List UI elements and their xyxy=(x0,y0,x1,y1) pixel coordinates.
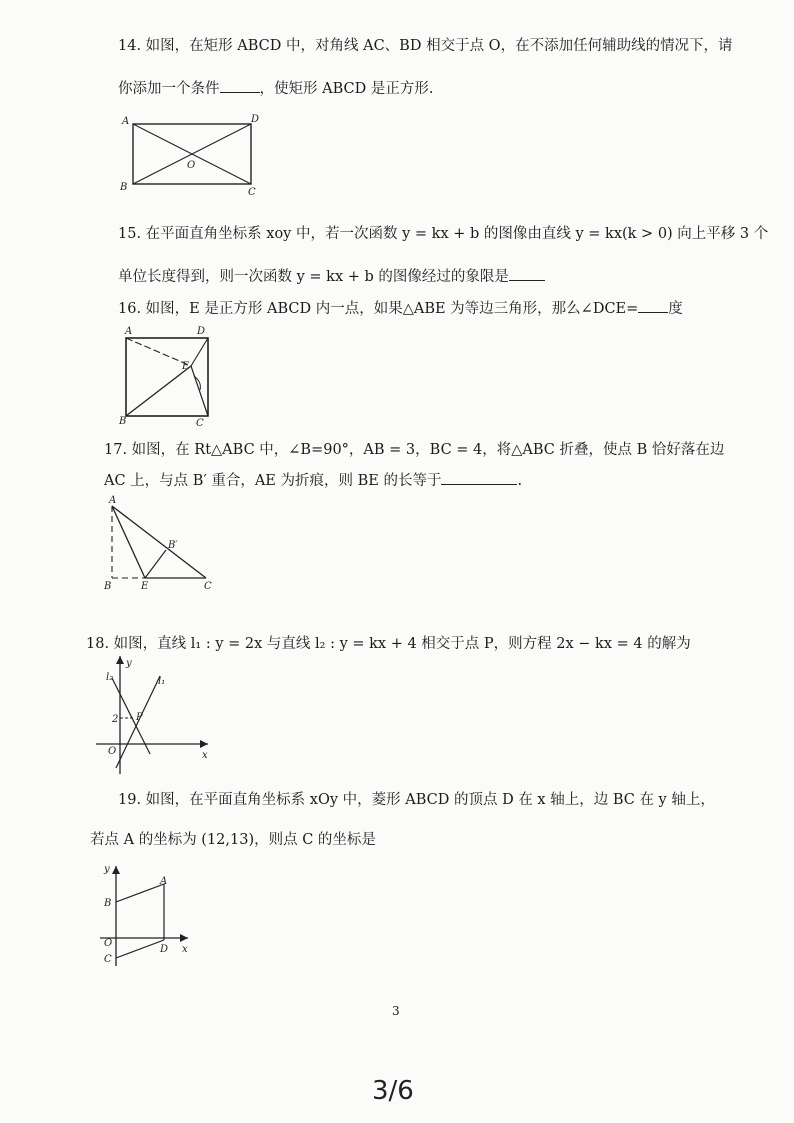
q14-line2 xyxy=(118,78,433,99)
q14-label-O: O xyxy=(187,160,196,171)
q16-square-diagram xyxy=(116,324,226,428)
q14-figure xyxy=(118,112,268,206)
q16-answer-blank[interactable] xyxy=(638,298,668,313)
q16-text-a: 16. 如图，E 是正方形 ABCD 内一点，如果△ABE 为等边三角形，那么∠DCE= xyxy=(118,301,639,317)
q14-label-B: B xyxy=(120,182,128,193)
q17-line2-end: . xyxy=(517,473,523,489)
q18-line-graph xyxy=(94,650,214,780)
q17-answer-blank[interactable] xyxy=(441,470,517,485)
q15-line2-text: 单位长度得到，则一次函数 y = kx + b 的图像经过的象限是 xyxy=(118,269,509,285)
q17-label-C: C xyxy=(204,581,212,592)
q14-answer-blank[interactable] xyxy=(220,78,260,93)
q14-line2-text-b: ，使矩形 ABCD 是正方形. xyxy=(259,81,434,97)
q16-label-B: B xyxy=(119,416,127,427)
q15-line2 xyxy=(118,266,545,287)
q19-rhombus-graph xyxy=(96,858,206,970)
q19-label-C: C xyxy=(104,954,112,965)
q18-figure xyxy=(94,650,214,784)
page-counter: 3/6 xyxy=(372,1076,414,1106)
q19-label-y: y xyxy=(104,864,110,875)
q17-figure xyxy=(100,494,220,598)
q17-line2-text: AC 上，与点 B′ 重合，AE 为折痕，则 BE 的长等于 xyxy=(104,473,442,489)
q18-label-l2: l₂ xyxy=(106,672,114,683)
q16-line1 xyxy=(118,298,683,319)
q16-text-b: 度 xyxy=(668,301,683,317)
q14-label-D: D xyxy=(251,114,260,125)
q17-label-B: B xyxy=(104,581,112,592)
q19-label-D: D xyxy=(160,944,169,955)
q14-label-C: C xyxy=(248,187,256,198)
q17-label-Bprime: B′ xyxy=(168,540,178,551)
q14-rectangle-diagram xyxy=(118,112,268,202)
q18-label-P: P xyxy=(136,712,143,723)
q19-line2: 若点 A 的坐标为 (12,13)，则点 C 的坐标是 xyxy=(90,832,376,848)
q17-label-A: A xyxy=(109,495,117,506)
q16-figure xyxy=(116,324,226,432)
q15-line1: 15. 在平面直角坐标系 xoy 中，若一次函数 y = kx + b 的图像由直线 y = kx(k > 0) 向上平移 3 个 xyxy=(118,226,769,242)
q16-label-E: E xyxy=(182,361,190,372)
q15-answer-blank[interactable] xyxy=(509,266,545,281)
q14-line2-text-a: 你添加一个条件 xyxy=(118,81,220,97)
q17-line2 xyxy=(104,470,522,491)
q18-label-x: x xyxy=(202,750,208,761)
q18-label-l1: l₁ xyxy=(158,676,166,687)
q19-label-A: A xyxy=(160,876,168,887)
q16-label-D: D xyxy=(197,326,206,337)
page-number: 3 xyxy=(392,1004,400,1018)
q16-label-A: A xyxy=(125,326,133,337)
q18-line1: 18. 如图，直线 l₁ : y = 2x 与直线 l₂ : y = kx + 4 相交于点 P，则方程 2x − kx = 4 的解为 xyxy=(86,636,691,652)
q18-label-2: 2 xyxy=(112,714,119,725)
q19-label-B: B xyxy=(104,898,112,909)
q18-label-O: O xyxy=(108,746,117,757)
q17-line1: 17. 如图，在 Rt△ABC 中，∠B=90°，AB = 3，BC = 4，将△ABC 折叠，使点 B 恰好落在边 xyxy=(104,442,725,458)
q19-line1: 19. 如图，在平面直角坐标系 xOy 中，菱形 ABCD 的顶点 D 在 x 轴上，边 BC 在 y 轴上， xyxy=(118,792,715,808)
q19-figure xyxy=(96,858,206,974)
q14-label-A: A xyxy=(122,116,130,127)
q19-label-x: x xyxy=(182,944,188,955)
q14-line1: 14. 如图，在矩形 ABCD 中，对角线 AC、BD 相交于点 O，在不添加任何辅助线的情况下，请 xyxy=(118,38,733,54)
q19-label-O: O xyxy=(104,938,113,949)
q16-label-C: C xyxy=(196,418,204,429)
q17-triangle-diagram xyxy=(100,494,220,594)
q17-label-E: E xyxy=(141,581,149,592)
q18-label-y: y xyxy=(126,658,132,669)
